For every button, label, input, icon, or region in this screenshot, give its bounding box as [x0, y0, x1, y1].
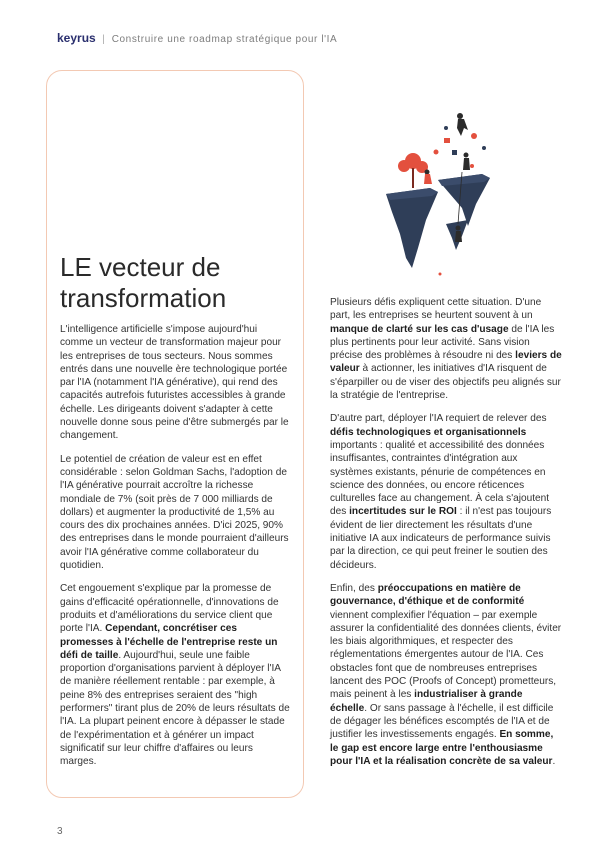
emphasis-text: défis technologiques et organisationnels	[330, 426, 527, 438]
emphasis-text: préoccupations en matière de gouvernance, d'éthique et de conformité	[330, 582, 525, 608]
header-subtitle: Construire une roadmap stratégique pour l'IA	[111, 34, 338, 45]
floating-rock-islands-illustration	[378, 108, 498, 283]
left-text-column	[60, 323, 290, 779]
emphasis-text: industrialiser à grande échelle	[330, 689, 523, 714]
emphasis-text: manque de clarté sur les cas d'usage	[330, 323, 509, 335]
emphasis-text: Cependant, concrétiser ces promesses à l'échelle de l'entreprise reste un défi de taille	[60, 623, 278, 661]
section-title: LE vecteur de transformation	[60, 252, 227, 313]
paragraph: Plusieurs défis expliquent cette situation. D'une part, les entreprises se heurtent souvent à un manque de clarté sur les cas d'usage de l'IA les plus pertinents pour leur activité. Sans vision précise des problèmes à résoudre ni des leviers de valeur à actionner, les initiatives d'IA risquent de s'éparpiller ou de viser des objectifs peu alignés sur la stratégie de l'entreprise.	[330, 297, 562, 402]
page-header	[57, 31, 337, 45]
keyrus-logo: keyrus	[57, 31, 96, 45]
emphasis-text: En somme, le gap est encore large entre l'enthousiasme pour l'IA et la réalisation concrète de sa valeur	[330, 729, 554, 767]
red-tree-icon	[398, 153, 428, 188]
page-number: 3	[57, 826, 63, 837]
paragraph: D'autre part, déployer l'IA requiert de relever des défis technologiques et organisationnels importants : qualité et accessibilité des données insuffisantes, contraintes d'intégration aux systèmes existants, pénurie de compétences en science des données, ou encore réticences culturelles face au changement. À cela s'ajoutent des incertitudes sur le ROI : il n'est pas toujours évident de lier directement les résultats d'une initiative IA aux indicateurs de performance suivis par la direction, ce qui peut freiner le soutien des décideurs.	[330, 413, 552, 571]
left-rock-island	[386, 188, 438, 268]
header-separator: |	[102, 34, 106, 45]
paragraph: Cet engouement s'explique par la promesse de gains d'efficacité opérationnelle, d'innovations de produits et d'améliorations du service client que porte l'IA. Cependant, concrétiser ces promesses à l'échelle de l'entreprise reste un défi de taille. Aujourd'hui, seule une faible proportion d'organisations parvient à déployer l'IA de manière réellement rentable : par exemple, à peine 8% des entreprises seraient des "high performers" tirant plus de 20% de leurs résultats de l'IA. La plupart peinent encore à dépasser le stade de l'expérimentation et à générer un impact significatif sur leur chiffre d'affaires ou leurs marges.	[60, 583, 290, 768]
right-text-column	[330, 296, 562, 778]
paragraph: Le potentiel de création de valeur est en effet considérable : selon Goldman Sachs, l'adoption de l'IA générative pourrait accroître la richesse mondiale de 7% (soit près de 7 000 milliards de dollars) et augmenter la productivité de 1,5% au cours des dix prochaines années. D'ici 2025, 90% des entreprises dans le monde pourraient d'ailleurs avoir l'IA générative comme collaborateur du quotidien.	[60, 453, 289, 572]
emphasis-text: leviers de valeur	[330, 350, 562, 375]
paragraph: Enfin, des préoccupations en matière de gouvernance, d'éthique et de conformité viennent complexifier l'équation – par exemple assurer la confidentialité des données clients, éviter les biais algorithmiques, et respecter des réglementations émergentes autour de l'IA. Ces obstacles font que de nombreuses entreprises lancent des POC (Proofs of Concept) prometteurs, mais peinent à les industrialiser à grande échelle. Or sans passage à l'échelle, il est difficile de dégager les bénéfices escomptés de l'IA et de justifier les investissements engagés. En somme, le gap est encore large entre l'enthousiasme pour l'IA et la réalisation concrète de sa valeur.	[330, 582, 562, 767]
paragraph: L'intelligence artificielle s'impose aujourd'hui comme un vecteur de transformation majeur pour les entreprises de tous secteurs. Nous sommes entrés dans une nouvelle ère technologique portée par l'IA (notamment l'IA générative), qui rend des capacités autrefois futuristes accessibles à grande échelle. Les dirigeants doivent s'adapter à cette nouvelle donne sous peine d'être submergés par le changement.	[60, 324, 289, 442]
emphasis-text: incertitudes sur le ROI	[349, 506, 457, 518]
